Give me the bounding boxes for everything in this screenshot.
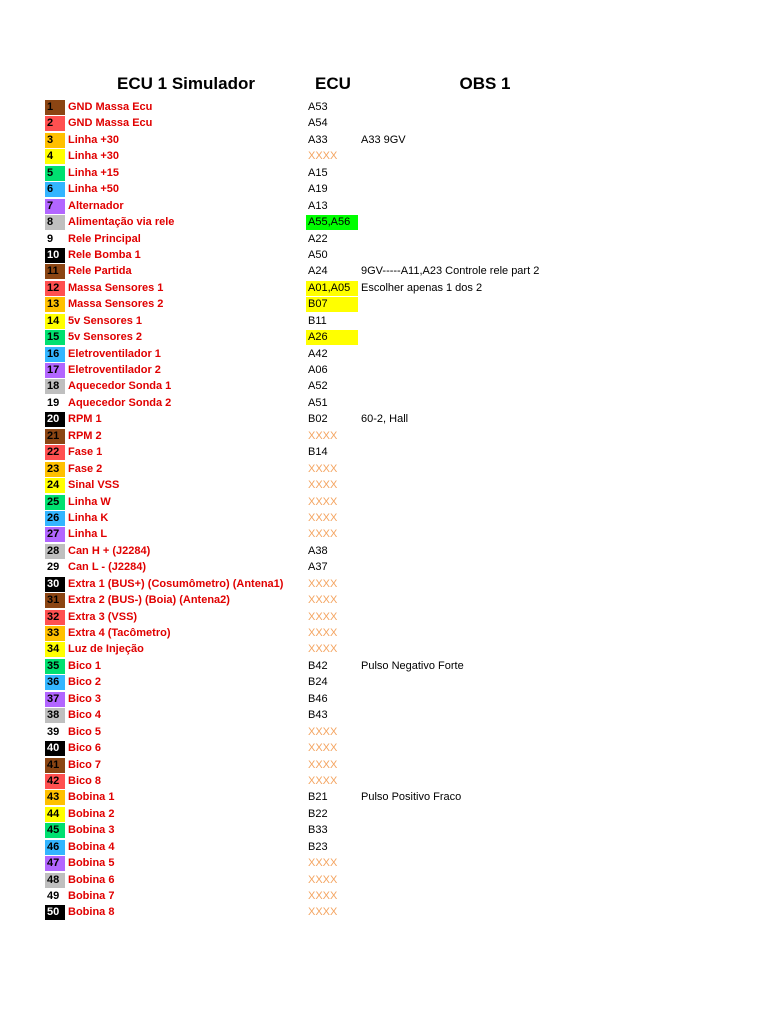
ecu-pin: XXXX bbox=[308, 774, 338, 787]
table-row bbox=[0, 674, 768, 690]
table-row bbox=[0, 510, 768, 526]
ecu-pin: XXXX bbox=[308, 150, 338, 163]
table-row bbox=[0, 198, 768, 214]
pin-number: 8 bbox=[45, 215, 65, 230]
table-header bbox=[0, 74, 768, 98]
table-row bbox=[0, 691, 768, 707]
ecu-pin: A50 bbox=[308, 248, 328, 261]
pin-name: RPM 1 bbox=[68, 413, 102, 426]
ecu-pin: A51 bbox=[308, 396, 328, 409]
table-row bbox=[0, 477, 768, 493]
pin-number: 2 bbox=[45, 116, 65, 131]
pin-name: Extra 1 (BUS+) (Cosumômetro) (Antena1) bbox=[68, 577, 284, 590]
pin-number: 42 bbox=[45, 774, 65, 789]
pin-name: Bobina 6 bbox=[68, 873, 115, 886]
table-row bbox=[0, 329, 768, 345]
pin-name: Eletroventilador 1 bbox=[68, 347, 161, 360]
pin-number: 30 bbox=[45, 577, 65, 592]
pin-name: Bico 1 bbox=[68, 659, 102, 672]
pin-name: Can H + (J2284) bbox=[68, 544, 151, 557]
ecu-pin: A15 bbox=[308, 166, 328, 179]
pin-number: 4 bbox=[45, 149, 65, 164]
ecu-pin: B11 bbox=[308, 314, 327, 327]
ecu-pin: A38 bbox=[308, 544, 328, 557]
table-row bbox=[0, 658, 768, 674]
pin-number: 45 bbox=[45, 823, 65, 838]
pin-number: 21 bbox=[45, 429, 65, 444]
obs-note: Pulso Positivo Fraco bbox=[361, 791, 462, 804]
pin-name: Massa Sensores 2 bbox=[68, 298, 164, 311]
pin-name: Linha K bbox=[68, 511, 109, 524]
ecu-pin: B14 bbox=[308, 446, 328, 459]
ecu-pin: XXXX bbox=[308, 528, 338, 541]
pin-number: 49 bbox=[45, 889, 65, 904]
table-row bbox=[0, 231, 768, 247]
pin-number: 10 bbox=[45, 248, 65, 263]
table-row bbox=[0, 395, 768, 411]
ecu-pin: XXXX bbox=[308, 873, 338, 886]
table-row bbox=[0, 428, 768, 444]
pin-number: 18 bbox=[45, 379, 65, 394]
pin-number: 15 bbox=[45, 330, 65, 345]
ecu-pin: A13 bbox=[308, 199, 328, 212]
pin-name: Extra 4 (Tacômetro) bbox=[68, 627, 171, 639]
table-row bbox=[0, 789, 768, 805]
pin-number: 46 bbox=[45, 840, 65, 855]
table-row bbox=[0, 625, 768, 641]
ecu-pin: XXXX bbox=[308, 577, 338, 590]
obs-note: A33 9GV bbox=[361, 133, 406, 146]
ecu-pin: A24 bbox=[308, 265, 328, 278]
table-row bbox=[0, 280, 768, 296]
table-row bbox=[0, 839, 768, 855]
pin-number: 29 bbox=[45, 560, 65, 575]
table-row bbox=[0, 592, 768, 608]
pin-number: 23 bbox=[45, 462, 65, 477]
pin-number: 7 bbox=[45, 199, 65, 214]
ecu-pin: XXXX bbox=[308, 725, 338, 738]
table-row bbox=[0, 296, 768, 312]
pin-name: Extra 2 (BUS-) (Boia) (Antena2) bbox=[68, 594, 230, 607]
ecu-pin: A52 bbox=[308, 380, 328, 393]
ecu-pin: B46 bbox=[308, 692, 328, 705]
pin-number: 9 bbox=[45, 232, 65, 247]
pin-number: 41 bbox=[45, 758, 65, 773]
ecu-pin: B02 bbox=[308, 413, 328, 426]
pin-name: Bico 7 bbox=[68, 758, 102, 771]
pin-name: Linha +30 bbox=[68, 133, 120, 146]
pin-number: 43 bbox=[45, 790, 65, 805]
ecu-pin: A53 bbox=[308, 101, 328, 113]
table-row bbox=[0, 822, 768, 838]
pin-name: Alternador bbox=[68, 199, 124, 212]
table-row bbox=[0, 609, 768, 625]
ecu-pin: A26 bbox=[306, 330, 358, 345]
pin-number: 25 bbox=[45, 495, 65, 510]
pin-name: GND Massa Ecu bbox=[68, 101, 153, 113]
pin-name: 5v Sensores 1 bbox=[68, 314, 142, 327]
pin-name: Rele Bomba 1 bbox=[68, 248, 141, 261]
ecu-pin: A01,A05 bbox=[306, 281, 358, 296]
pin-number: 19 bbox=[45, 396, 65, 411]
table-row bbox=[0, 346, 768, 362]
table-row bbox=[0, 872, 768, 888]
ecu-pin: XXXX bbox=[308, 511, 338, 524]
ecu-pin: XXXX bbox=[308, 890, 338, 902]
ecu-pin: XXXX bbox=[308, 643, 338, 656]
pin-number: 39 bbox=[45, 725, 65, 740]
pin-name: Sinal VSS bbox=[68, 479, 120, 492]
ecu-pin: A19 bbox=[308, 183, 328, 196]
pin-name: Eletroventilador 2 bbox=[68, 364, 161, 376]
pin-number: 16 bbox=[45, 347, 65, 362]
table-row bbox=[0, 165, 768, 181]
pin-name: RPM 2 bbox=[68, 429, 102, 442]
pin-number: 34 bbox=[45, 642, 65, 657]
table-row bbox=[0, 444, 768, 460]
ecu-pin: XXXX bbox=[308, 758, 338, 771]
table-row bbox=[0, 707, 768, 723]
table-row bbox=[0, 378, 768, 394]
table-row bbox=[0, 362, 768, 378]
pin-name: Bobina 1 bbox=[68, 791, 115, 804]
pin-name: Rele Principal bbox=[68, 232, 141, 245]
pin-number: 14 bbox=[45, 314, 65, 329]
pin-name: Linha L bbox=[68, 528, 108, 541]
pin-name: Bico 3 bbox=[68, 692, 102, 705]
table-row bbox=[0, 806, 768, 822]
ecu-pin: B33 bbox=[308, 824, 328, 837]
table-row bbox=[0, 99, 768, 115]
ecu-pin: XXXX bbox=[308, 627, 338, 639]
ecu-pin: XXXX bbox=[308, 857, 338, 870]
pin-number: 31 bbox=[45, 593, 65, 608]
ecu-pin: XXXX bbox=[308, 610, 338, 623]
pin-number: 17 bbox=[45, 363, 65, 378]
ecu-pin: B42 bbox=[308, 659, 328, 672]
pin-number: 47 bbox=[45, 856, 65, 871]
pin-name: Can L - (J2284) bbox=[68, 561, 147, 574]
ecu-pin: A54 bbox=[308, 117, 328, 130]
table-row bbox=[0, 559, 768, 575]
pin-name: Bico 6 bbox=[68, 742, 102, 755]
header-simulator: ECU 1 Simulador bbox=[117, 74, 255, 93]
pin-name: Bobina 4 bbox=[68, 840, 115, 853]
ecu-pin: A33 bbox=[308, 133, 328, 146]
pin-name: Linha +15 bbox=[68, 166, 120, 179]
ecu-pin: B43 bbox=[308, 709, 328, 722]
pin-name: Alimentação via rele bbox=[68, 216, 175, 229]
ecu-pin: XXXX bbox=[308, 906, 338, 919]
pin-number: 13 bbox=[45, 297, 65, 312]
pin-name: Bico 2 bbox=[68, 676, 102, 689]
pin-number: 32 bbox=[45, 610, 65, 625]
pin-table bbox=[0, 99, 768, 921]
pin-number: 50 bbox=[45, 905, 65, 920]
pin-number: 35 bbox=[45, 659, 65, 674]
pin-name: Rele Partida bbox=[68, 265, 132, 278]
pin-number: 26 bbox=[45, 511, 65, 526]
table-row bbox=[0, 526, 768, 542]
table-row bbox=[0, 724, 768, 740]
header-obs: OBS 1 bbox=[459, 74, 511, 93]
pin-name: Fase 2 bbox=[68, 462, 103, 475]
ecu-pin: A22 bbox=[308, 232, 328, 245]
table-row bbox=[0, 576, 768, 592]
pin-number: 44 bbox=[45, 807, 65, 822]
ecu-pin: XXXX bbox=[308, 462, 338, 475]
table-row bbox=[0, 411, 768, 427]
pin-number: 40 bbox=[45, 741, 65, 756]
pin-number: 37 bbox=[45, 692, 65, 707]
pin-name: Bobina 5 bbox=[68, 857, 115, 870]
pin-name: Massa Sensores 1 bbox=[68, 281, 164, 294]
pin-number: 11 bbox=[45, 264, 65, 279]
obs-note: Escolher apenas 1 dos 2 bbox=[361, 281, 483, 294]
pin-number: 3 bbox=[45, 133, 65, 148]
ecu-pin: XXXX bbox=[308, 742, 338, 755]
pin-number: 48 bbox=[45, 873, 65, 888]
table-row bbox=[0, 888, 768, 904]
pin-number: 36 bbox=[45, 675, 65, 690]
pin-name: Bico 4 bbox=[68, 709, 102, 722]
ecu-pin: B21 bbox=[308, 791, 328, 804]
table-row bbox=[0, 214, 768, 230]
pin-name: Bobina 7 bbox=[68, 890, 115, 902]
table-row bbox=[0, 757, 768, 773]
table-row bbox=[0, 543, 768, 559]
ecu-pin: XXXX bbox=[308, 495, 338, 508]
pin-name: Bobina 2 bbox=[68, 807, 115, 820]
ecu-pin: A06 bbox=[308, 364, 328, 376]
obs-note: 9GV-----A11,A23 Controle rele part 2 bbox=[361, 265, 540, 278]
pin-name: Fase 1 bbox=[68, 446, 103, 459]
pin-number: 38 bbox=[45, 708, 65, 723]
pin-name: Aquecedor Sonda 2 bbox=[68, 396, 172, 409]
pin-number: 5 bbox=[45, 166, 65, 181]
pin-name: 5v Sensores 2 bbox=[68, 331, 142, 344]
table-row bbox=[0, 263, 768, 279]
ecu-pin: B23 bbox=[308, 840, 328, 853]
pin-name: Extra 3 (VSS) bbox=[68, 610, 138, 623]
obs-note: Pulso Negativo Forte bbox=[361, 659, 464, 672]
pin-name: GND Massa Ecu bbox=[68, 117, 153, 130]
ecu-pin: B22 bbox=[308, 807, 328, 820]
pin-name: Bobina 8 bbox=[68, 906, 115, 919]
table-row bbox=[0, 181, 768, 197]
table-row bbox=[0, 313, 768, 329]
table-row bbox=[0, 247, 768, 263]
table-row bbox=[0, 740, 768, 756]
pin-name: Bico 5 bbox=[68, 725, 102, 738]
ecu-pin: XXXX bbox=[308, 594, 338, 607]
ecu-pin: A37 bbox=[308, 561, 328, 574]
pin-number: 27 bbox=[45, 527, 65, 542]
table-row bbox=[0, 641, 768, 657]
table-row bbox=[0, 115, 768, 131]
ecu-pin: A55,A56 bbox=[306, 215, 358, 230]
table-row bbox=[0, 855, 768, 871]
pin-number: 20 bbox=[45, 412, 65, 427]
pin-number: 12 bbox=[45, 281, 65, 296]
pin-name: Bobina 3 bbox=[68, 824, 115, 837]
pin-name: Bico 8 bbox=[68, 774, 102, 787]
header-ecu: ECU bbox=[315, 74, 351, 93]
pin-number: 22 bbox=[45, 445, 65, 460]
obs-note: 60-2, Hall bbox=[361, 413, 409, 426]
ecu-pin: A42 bbox=[308, 347, 328, 360]
ecu-pin: XXXX bbox=[308, 479, 338, 492]
pin-name: Linha +30 bbox=[68, 150, 120, 163]
pin-number: 28 bbox=[45, 544, 65, 559]
pin-number: 33 bbox=[45, 626, 65, 641]
table-row bbox=[0, 461, 768, 477]
pin-number: 6 bbox=[45, 182, 65, 197]
pin-name: Linha +50 bbox=[68, 183, 120, 196]
pin-name: Aquecedor Sonda 1 bbox=[68, 380, 172, 393]
table-row bbox=[0, 132, 768, 148]
table-row bbox=[0, 494, 768, 510]
ecu-pin: XXXX bbox=[308, 429, 338, 442]
pin-name: Luz de Injeção bbox=[68, 643, 144, 656]
pin-number: 24 bbox=[45, 478, 65, 493]
table-row bbox=[0, 773, 768, 789]
pin-name: Linha W bbox=[68, 495, 111, 508]
pin-number: 1 bbox=[45, 100, 65, 115]
ecu-pin: B24 bbox=[308, 676, 328, 689]
table-row bbox=[0, 148, 768, 164]
ecu-pin: B07 bbox=[306, 297, 358, 312]
table-row bbox=[0, 904, 768, 920]
